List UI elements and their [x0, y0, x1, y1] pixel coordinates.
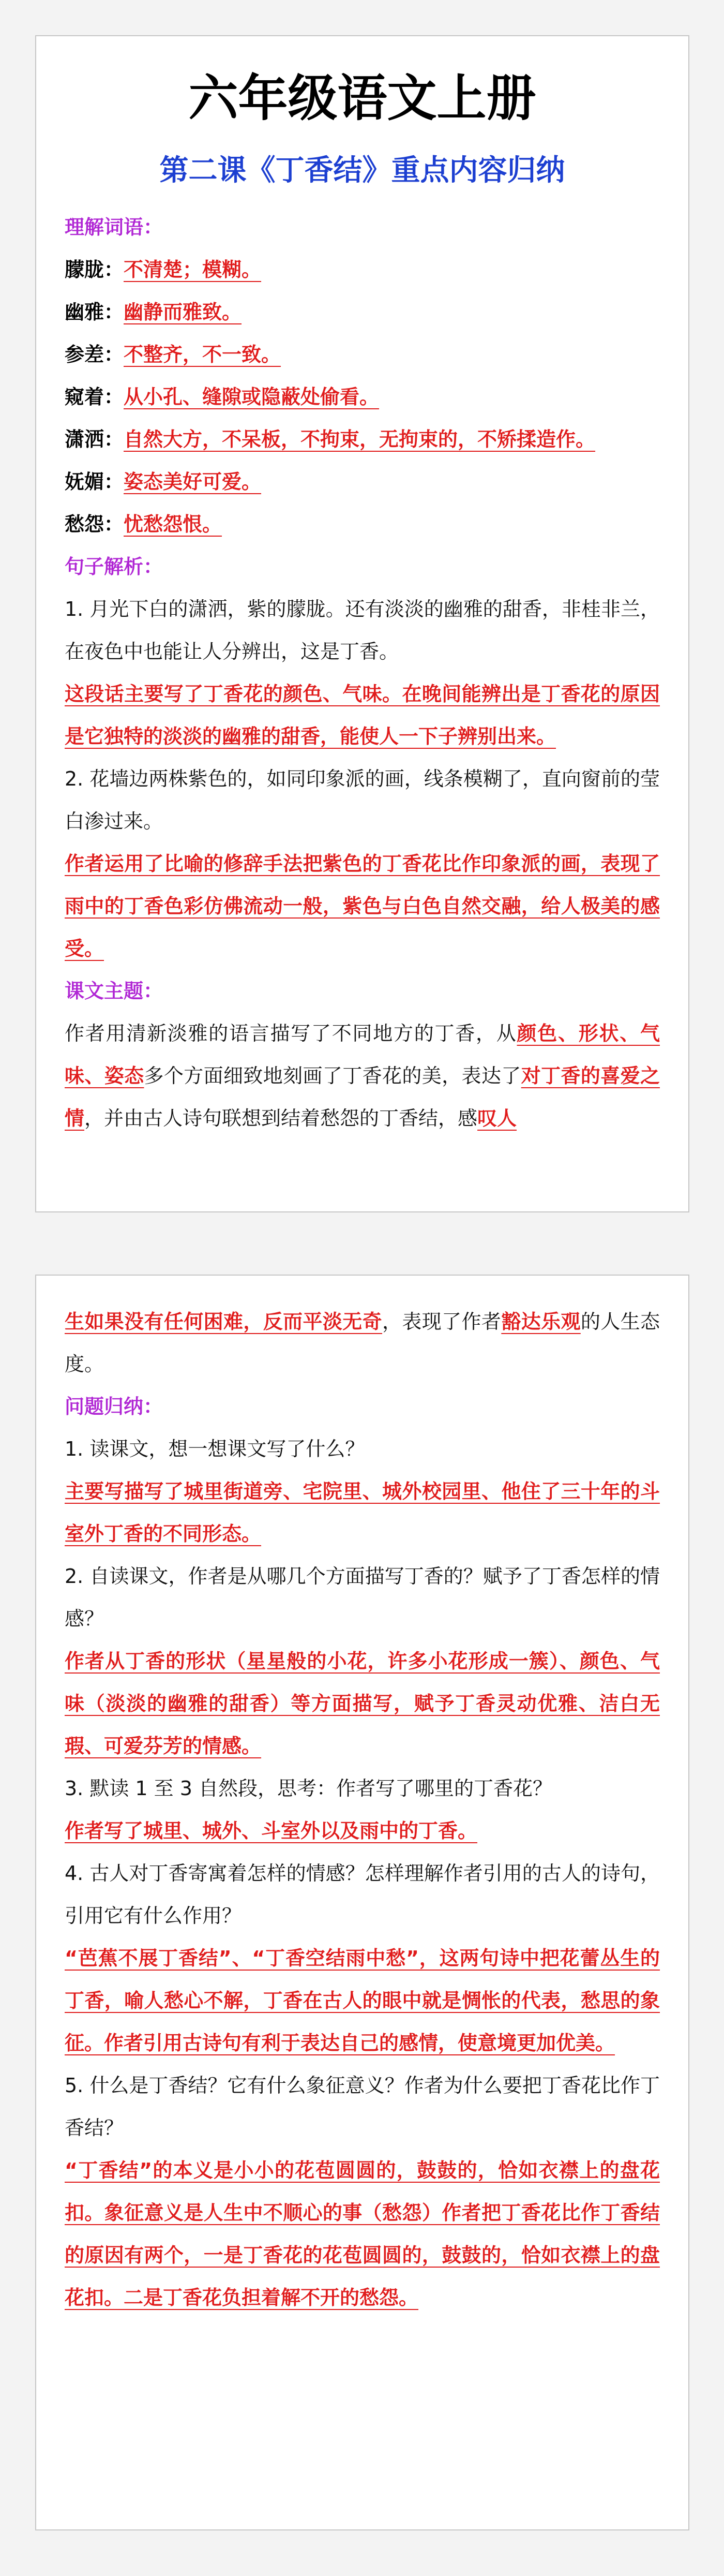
- vocab-term: 窥着：: [65, 386, 124, 408]
- sentence-heading: 句子解析：: [65, 555, 163, 578]
- vocab-item: [65, 333, 660, 376]
- vocab-item: [65, 291, 660, 333]
- vocab-meaning: 从小孔、缝隙或隐蔽处偷看。: [124, 386, 380, 408]
- theme-highlight: 对丁香的喜爱之情: [65, 1064, 660, 1130]
- theme-highlight: 豁达乐观: [501, 1310, 581, 1333]
- vocab-meaning: 姿态美好可爱。: [124, 470, 262, 493]
- sentence-text: 2. 花墙边两株紫色的，如同印象派的画，线条模糊了，直向窗前的莹白渗过来。: [65, 767, 660, 833]
- theme-text: ，并由古人诗句联想到结着愁怨的丁香结，感: [84, 1107, 478, 1130]
- theme-paragraph-continued: [65, 1300, 660, 1385]
- question-text: 3. 默读 1 至 3 自然段，思考：作者写了哪里的丁香花？: [65, 1777, 553, 1800]
- vocab-heading: 理解词语：: [65, 216, 163, 239]
- vocab-term: 妩媚：: [65, 470, 124, 493]
- question-text: 5. 什么是丁香结？它有什么象征意义？作者为什么要把丁香花比作丁香结？: [65, 2074, 660, 2139]
- sentence-text: 1. 月光下白的潇洒，紫的朦胧。还有淡淡的幽雅的甜香，非桂非兰，在夜色中也能让人分辨出，这是丁香。: [65, 598, 660, 663]
- theme-text: 的人生态度。: [65, 1310, 660, 1375]
- question-heading: 问题归纳：: [65, 1395, 163, 1418]
- theme-text: ，表现了作者: [382, 1310, 502, 1333]
- sentence-analysis: 这段话主要写了丁香花的颜色、气味。在晚间能辨出是丁香花的原因是它独特的淡淡的幽雅的甜香，能使人一下子辨别出来。: [65, 683, 660, 748]
- vocab-item: [65, 376, 660, 418]
- theme-heading: 课文主题：: [65, 980, 163, 1002]
- page-2: [35, 1275, 689, 2530]
- theme-text: 多个方面细致地刻画了丁香花的美，表达了: [144, 1064, 521, 1087]
- theme-highlight: 生如果没有任何困难，反而平淡无奇: [65, 1310, 383, 1333]
- theme-highlight: 叹人: [477, 1107, 517, 1130]
- theme-highlight: 颜色、形状、气味、姿态: [65, 1022, 660, 1087]
- vocab-item: [65, 461, 660, 503]
- vocab-term: 朦胧：: [65, 258, 124, 281]
- vocab-term: 参差：: [65, 343, 124, 366]
- theme-text: 作者用清新淡雅的语言描写了不同地方的丁香，从: [65, 1022, 517, 1045]
- vocab-term: 愁怨：: [65, 513, 124, 536]
- question-answer: 作者写了城里、城外、斗室外以及雨中的丁香。: [65, 1819, 478, 1842]
- page-1: [35, 35, 689, 1212]
- vocab-meaning: 幽静而雅致。: [124, 301, 242, 323]
- question-answer: 主要写描写了城里街道旁、宅院里、城外校园里、他住了三十年的斗室外丁香的不同形态。: [65, 1480, 660, 1545]
- vocab-item: [65, 418, 660, 461]
- sentence-analysis: 作者运用了比喻的修辞手法把紫色的丁香花比作印象派的画，表现了雨中的丁香色彩仿佛流动一般，紫色与白色自然交融，给人极美的感受。: [65, 852, 660, 960]
- lesson-subtitle: 第二课《丁香结》重点内容归纳: [159, 154, 565, 187]
- vocab-meaning: 不清楚；模糊。: [124, 258, 262, 281]
- vocab-term: 幽雅：: [65, 301, 124, 323]
- vocab-term: 潇洒：: [65, 428, 124, 451]
- question-text: 1. 读课文，想一想课文写了什么？: [65, 1438, 365, 1460]
- document-title: 六年级语文上册: [188, 69, 536, 127]
- vocab-meaning: 忧愁怨恨。: [124, 513, 222, 536]
- vocab-item: [65, 503, 660, 545]
- question-text: 2. 自读课文，作者是从哪几个方面描写丁香的？赋予了丁香怎样的情感？: [65, 1565, 660, 1630]
- question-answer: 作者从丁香的形状（星星般的小花，许多小花形成一簇）、颜色、气味（淡淡的幽雅的甜香）等方面描写，赋予丁香灵动优雅、洁白无瑕、可爱芬芳的情感。: [65, 1650, 660, 1757]
- vocab-meaning: 不整齐，不一致。: [124, 343, 281, 366]
- question-answer: “芭蕉不展丁香结”、“丁香空结雨中愁”，这两句诗中把花蕾丛生的丁香，喻人愁心不解，丁香在古人的眼中就是惆怅的代表，愁思的象征。作者引用古诗句有利于表达自己的感情，使意境更加优美。: [65, 1947, 660, 2054]
- question-answer: “丁香结”的本义是小小的花苞圆圆的，鼓鼓的，恰如衣襟上的盘花扣。象征意义是人生中不顺心的事（愁怨）作者把丁香花比作丁香结的原因有两个，一是丁香花的花苞圆圆的，鼓鼓的，恰如衣襟上的盘花扣。二是丁香花负担着解不开的愁怨。: [65, 2159, 660, 2309]
- vocab-item: [65, 248, 660, 291]
- question-text: 4. 古人对丁香寄寓着怎样的情感？怎样理解作者引用的古人的诗句，引用它有什么作用？: [65, 1862, 660, 1927]
- vocab-meaning: 自然大方，不呆板，不拘束，无拘束的，不矫揉造作。: [124, 428, 596, 451]
- theme-paragraph: [65, 1012, 660, 1139]
